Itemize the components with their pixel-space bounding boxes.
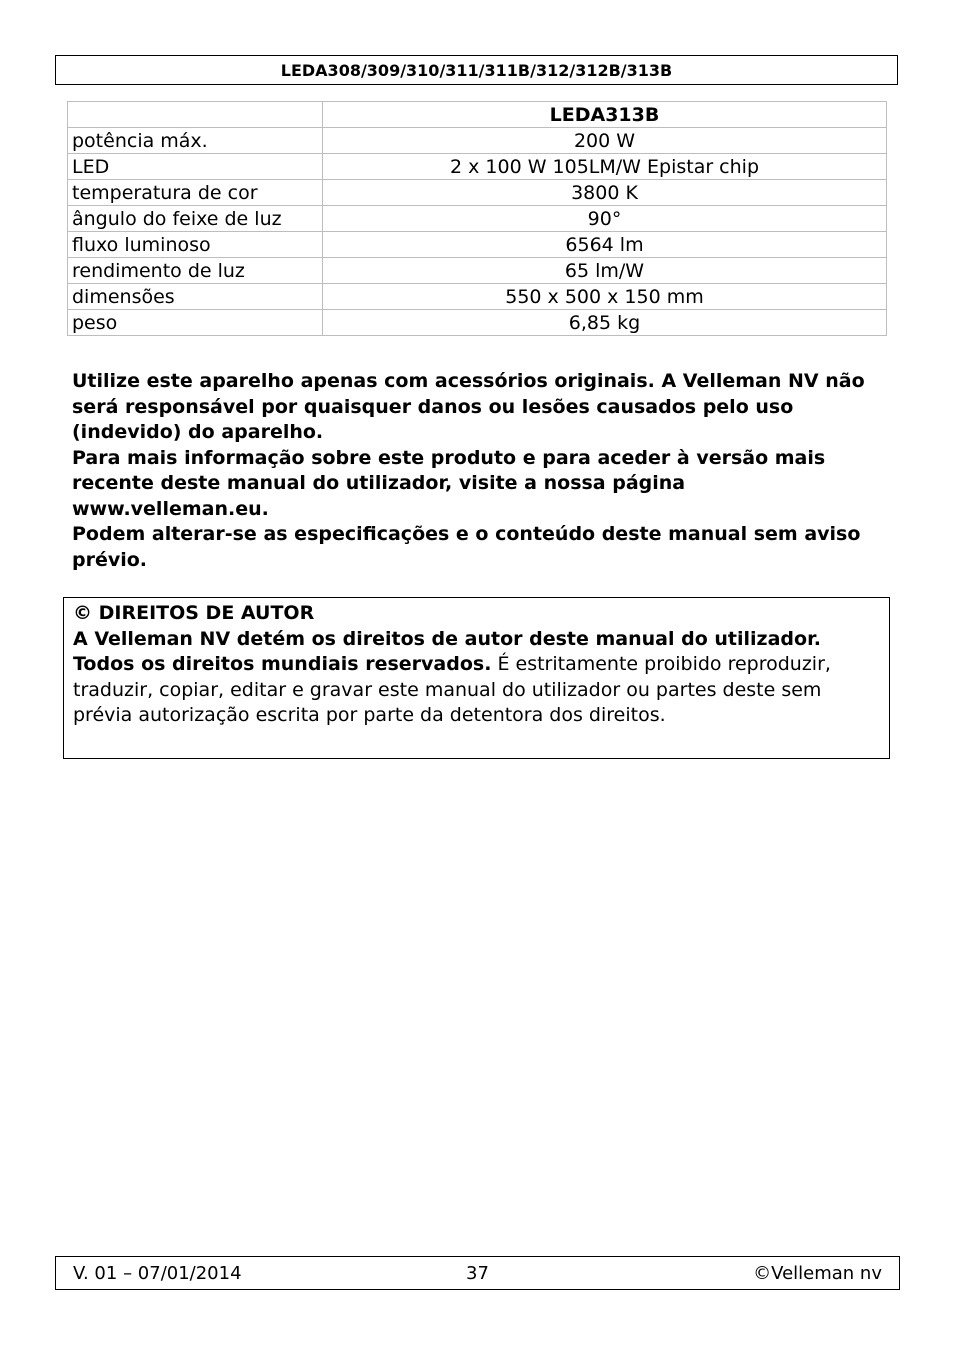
spec-value: 2 x 100 W 105LM/W Epistar chip (323, 154, 887, 180)
table-row (68, 180, 887, 206)
changes-note: Podem alterar-se as especificações e o conteúdo deste manual sem aviso prévio. (72, 523, 861, 571)
spec-label: potência máx. (68, 128, 323, 154)
table-row (68, 154, 887, 180)
spec-value: 550 x 500 x 150 mm (323, 284, 887, 310)
more-info-note: Para mais informação sobre este produto e para aceder à versão mais recente deste manual do utilizador, visite a nossa página www.velleman.eu. (72, 446, 826, 520)
header-title: LEDA308/309/310/311/311B/312/312B/313B (280, 60, 673, 80)
table-row (68, 310, 887, 336)
table-row (68, 284, 887, 310)
copyright-bold-text: A Velleman NV detém os direitos de autor deste manual do utilizador. Todos os direitos mundiais reservados. (73, 627, 821, 675)
copyright-heading: © DIREITOS DE AUTOR (73, 602, 315, 624)
spec-label: peso (68, 310, 323, 336)
footer-page-number: 37 (466, 1263, 489, 1284)
table-row (68, 128, 887, 154)
spec-value: 3800 K (323, 180, 887, 206)
spec-label: dimensões (68, 284, 323, 310)
document-footer (55, 1256, 900, 1290)
spec-value: 6,85 kg (323, 310, 887, 336)
spec-label: ângulo do feixe de luz (68, 206, 323, 232)
copyright-section (63, 597, 890, 759)
footer-copyright: ©Velleman nv (753, 1263, 882, 1284)
specifications-table (67, 101, 887, 336)
usage-notes (72, 369, 882, 573)
table-row (68, 232, 887, 258)
table-header-row (68, 102, 887, 128)
footer-version: V. 01 – 07/01/2014 (73, 1263, 242, 1284)
spec-value: 65 lm/W (323, 258, 887, 284)
spec-label: temperatura de cor (68, 180, 323, 206)
spec-value: 200 W (323, 128, 887, 154)
table-row (68, 258, 887, 284)
table-row (68, 206, 887, 232)
table-header-empty-cell (68, 102, 323, 128)
copyright-normal-text: É estritamente proibido reproduzir, traduzir, copiar, editar e gravar este manual do utilizador ou partes deste sem prévia autorização escrita por parte da detentora dos direitos. (73, 653, 831, 726)
spec-label: fluxo luminoso (68, 232, 323, 258)
spec-value: 6564 lm (323, 232, 887, 258)
table-header-model: LEDA313B (323, 102, 887, 128)
copyright-body (73, 627, 880, 729)
spec-label: LED (68, 154, 323, 180)
spec-value: 90° (323, 206, 887, 232)
document-header (55, 55, 898, 85)
accessories-note: Utilize este aparelho apenas com acessórios originais. A Velleman NV não será responsável por quaisquer danos ou lesões causados pelo uso (indevido) do aparelho. (72, 370, 865, 443)
spec-label: rendimento de luz (68, 258, 323, 284)
